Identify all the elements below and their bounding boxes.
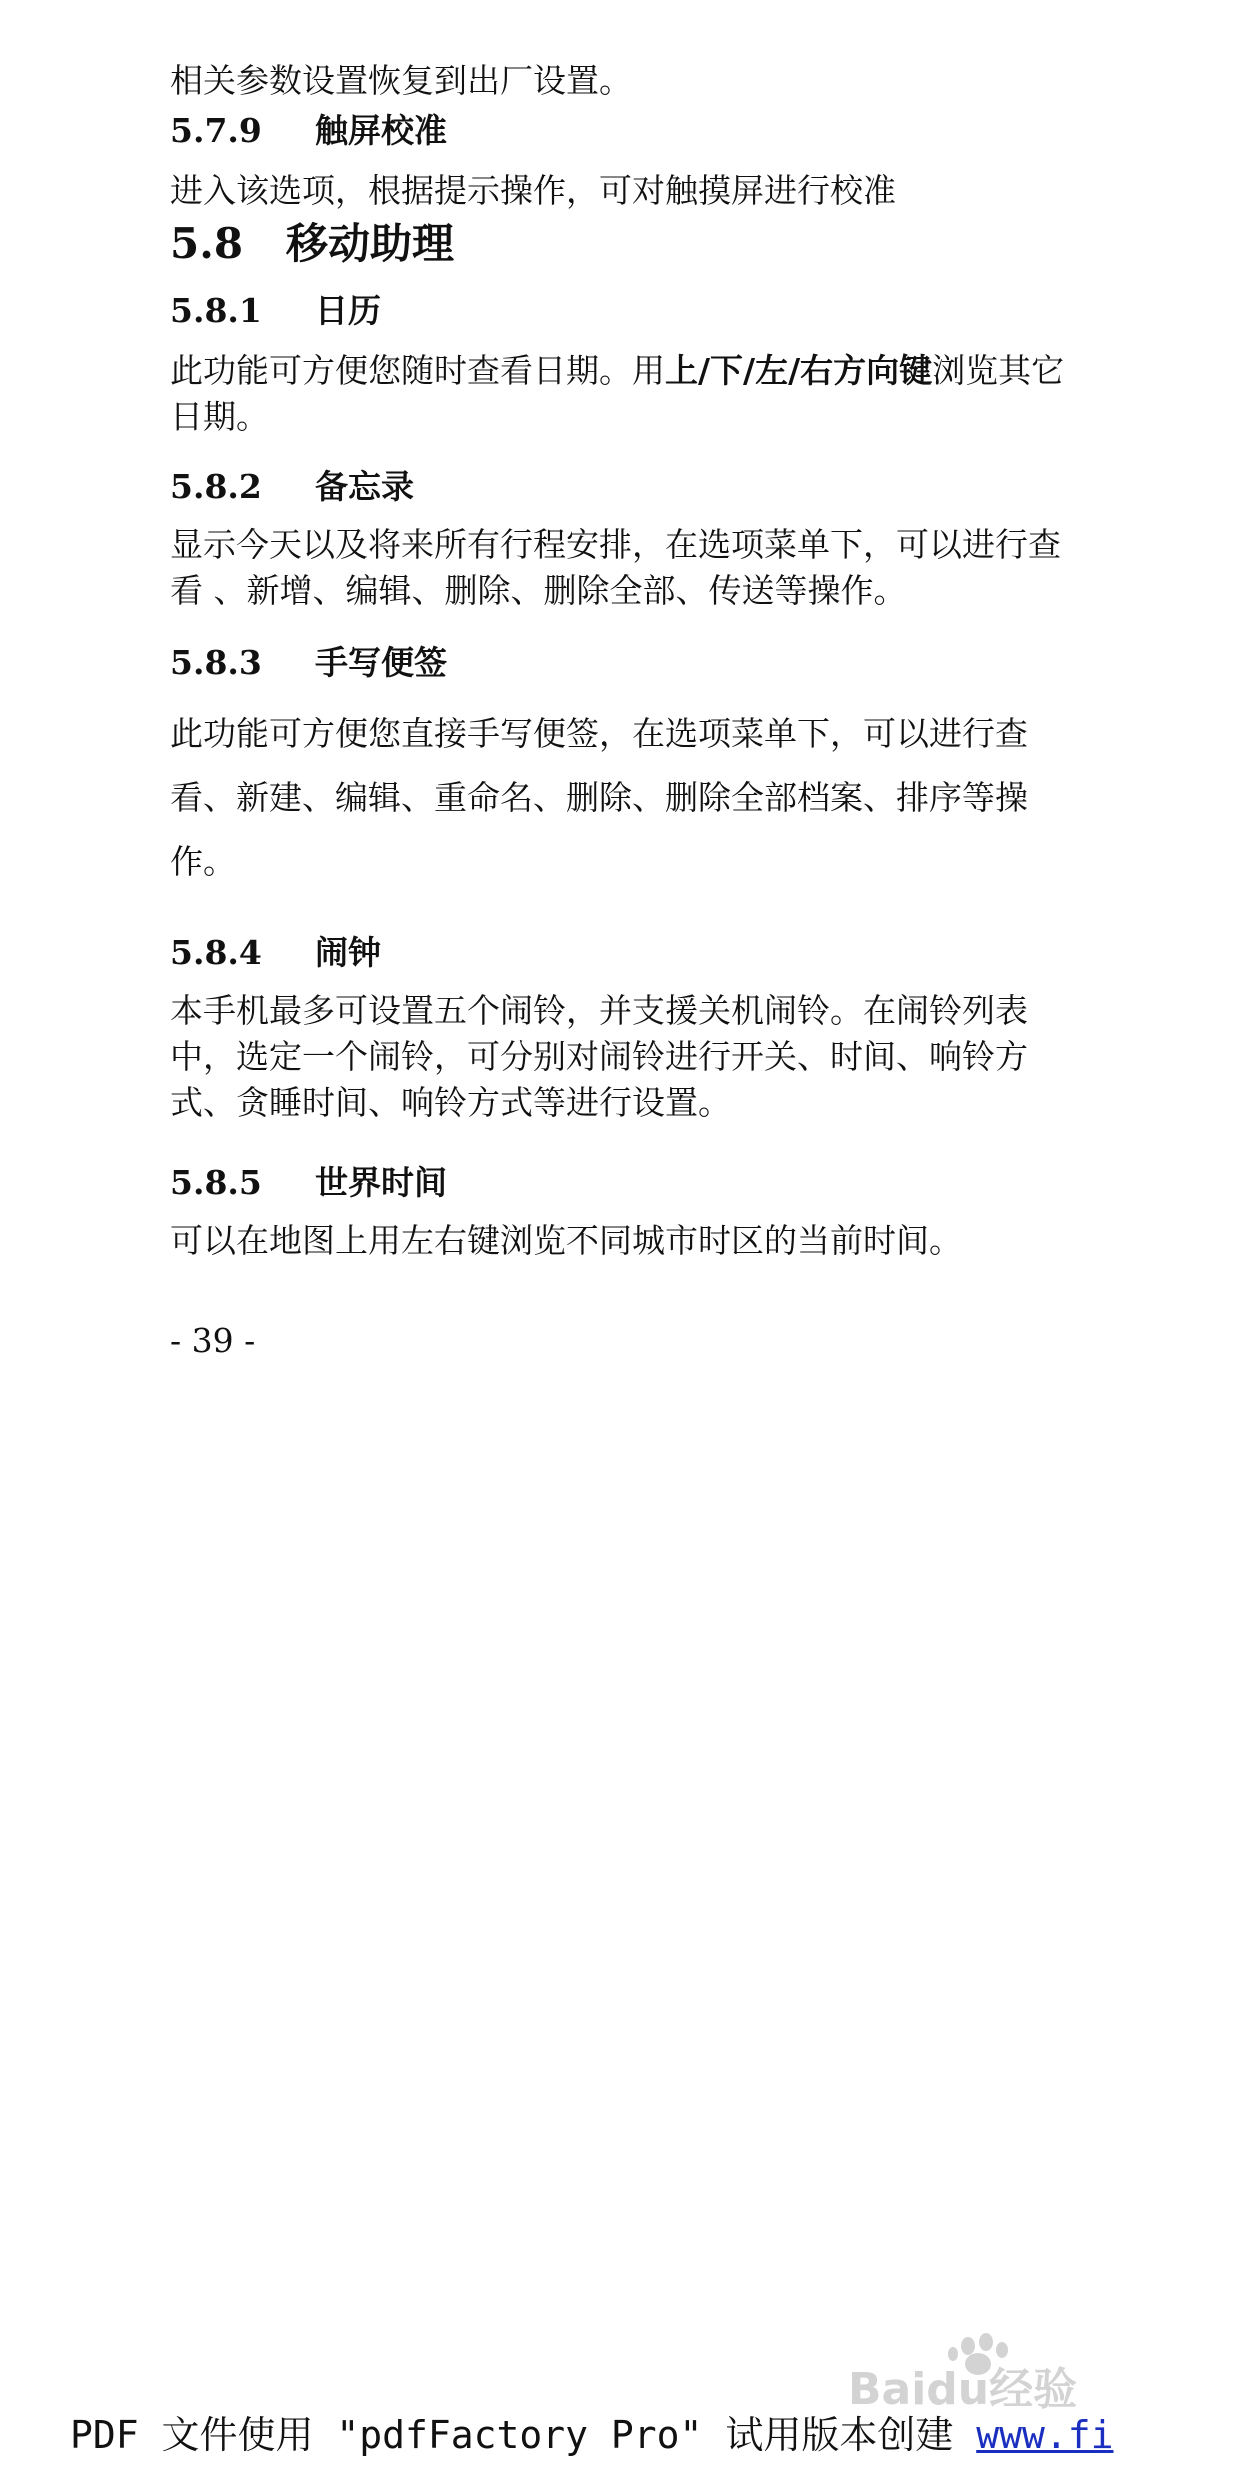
- section-heading-5-8: [170, 216, 1070, 272]
- paragraph-5-8-1: [170, 348, 1070, 440]
- section-number: 5.7.9: [170, 111, 262, 150]
- section-title: 移动助理: [286, 219, 455, 268]
- section-number: 5.8.3: [170, 643, 262, 682]
- paragraph-5-8-5: 可以在地图上用左右键浏览不同城市时区的当前时间。: [170, 1221, 962, 1260]
- pdf-footer: [70, 2410, 1113, 2460]
- paragraph-text: 浏览其它日期。: [170, 351, 1065, 436]
- section-title: 世界时间: [315, 1163, 447, 1202]
- section-heading-5-8-1: [170, 288, 1070, 334]
- baidu-paw-icon: [848, 2330, 1178, 2410]
- footer-text: PDF 文件使用 "pdfFactory Pro" 试用版本创建: [70, 2413, 977, 2457]
- section-heading-5-8-2: [170, 464, 1070, 510]
- section-heading-5-8-5: [170, 1160, 1070, 1206]
- section-heading-5-8-4: [170, 930, 1070, 976]
- section-title: 日历: [315, 291, 381, 330]
- watermark: [848, 2330, 1178, 2410]
- section-number: 5.8.2: [170, 467, 262, 506]
- watermark-text: Baidu经验: [848, 2364, 1078, 2410]
- section-number: 5.8.1: [170, 291, 262, 330]
- paragraph-5-7-9: 进入该选项，根据提示操作，可对触摸屏进行校准: [170, 171, 896, 210]
- page-number: - 39 -: [170, 1321, 256, 1360]
- section-title: 触屏校准: [315, 111, 447, 150]
- section-number: 5.8.4: [170, 933, 262, 972]
- section-title: 手写便签: [315, 643, 447, 682]
- paragraph-5-8-3: 此功能可方便您直接手写便签，在选项菜单下，可以进行查看、新建、编辑、重命名、删除、删除全部档案、排序等操作。: [170, 714, 1028, 881]
- section-number: 5.8: [170, 219, 244, 268]
- paragraph-5-8-2: 显示今天以及将来所有行程安排，在选项菜单下，可以进行查看 、新增、编辑、删除、删除全部、传送等操作。: [170, 525, 1061, 610]
- footer-link[interactable]: www.fi: [976, 2413, 1114, 2457]
- section-heading-5-8-3: [170, 640, 1070, 686]
- paragraph-text: 此功能可方便您随时查看日期。用: [170, 351, 665, 390]
- section-heading-5-7-9: [170, 108, 1070, 154]
- section-title: 闹钟: [315, 933, 381, 972]
- arrow-keys-text: 上/下/左/右方向键: [665, 351, 933, 390]
- intro-paragraph: 相关参数设置恢复到出厂设置。: [170, 61, 632, 100]
- section-title: 备忘录: [315, 467, 414, 506]
- section-number: 5.8.5: [170, 1163, 262, 1202]
- paragraph-5-8-4: 本手机最多可设置五个闹铃，并支援关机闹铃。在闹铃列表中，选定一个闹铃，可分别对闹铃进行开关、时间、响铃方式、贪睡时间、响铃方式等进行设置。: [170, 991, 1028, 1122]
